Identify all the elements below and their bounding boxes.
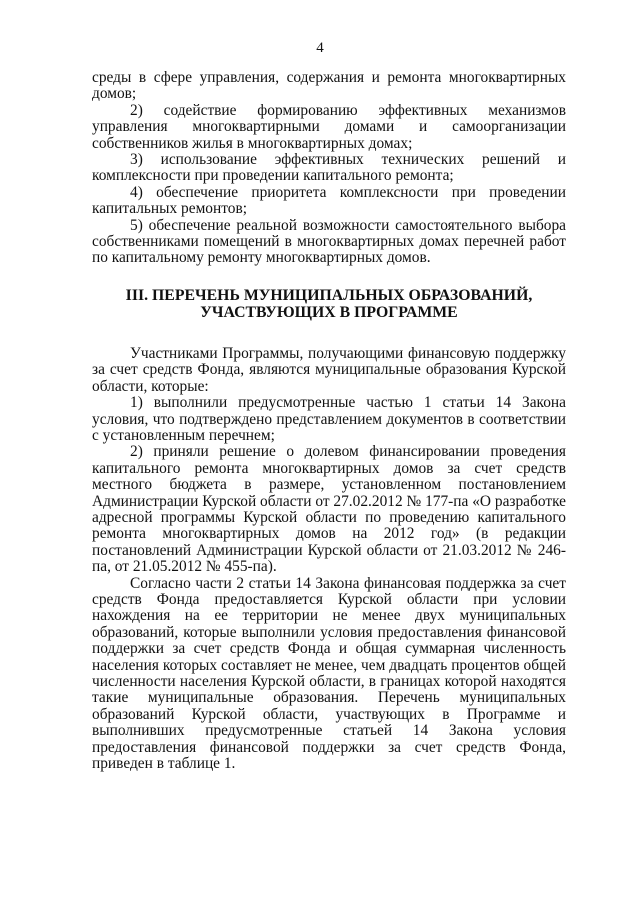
section-heading-line-1: III. ПЕРЕЧЕНЬ МУНИЦИПАЛЬНЫХ ОБРАЗОВАНИЙ,	[125, 286, 533, 304]
document-body	[92, 70, 566, 772]
paragraph-bottom-0: Участниками Программы, получающими финансовую поддержку за счет средств Фонда, являются муниципальные образования Курской области, которые:	[92, 344, 566, 395]
paragraph-bottom-1: 1) выполнили предусмотренные частью 1 статьи 14 Закона условия, что подтверждено представлением документов в соответствии с установленным перечнем;	[92, 394, 566, 444]
paragraph-top-0: среды в сфере управления, содержания и ремонта многоквартирных домов;	[92, 69, 566, 103]
paragraph-top-4: 5) обеспечение реальной возможности самостоятельного выбора собственниками помещений в многоквартирных домах перечней работ по капитальному ремонту многоквартирных домов.	[92, 216, 566, 267]
paragraph-bottom-2: 2) приняли решение о долевом финансировании проведения капитального ремонта многоквартирных домов за счет средств местного бюджета в размере, установленном постановлением Администрации Курской области от 27.02.2012 № 177-па «О разработке адресной программы Курской области по проведению капитального ремонта многоквартирных домов на 2012 год» (в редакции постановлений Администрации Курской области от 21.03.2012 № 246-па, от 21.05.2012 № 455-па).	[92, 443, 566, 576]
section-heading	[92, 287, 566, 322]
paragraph-top-2: 3) использование эффективных технических решений и комплексности при проведении капитального ремонта;	[92, 151, 566, 185]
paragraph-top-1: 2) содействие формированию эффективных механизмов управления многоквартирными домами и самоорганизации собственников жилья в многоквартирных домах;	[92, 101, 566, 152]
paragraph-top-3: 4) обеспечение приоритета комплексности при проведении капитальных ремонтов;	[92, 183, 566, 218]
section-heading-line-2: УЧАСТВУЮЩИХ В ПРОГРАММЕ	[200, 304, 458, 322]
paragraph-bottom-3: Согласно части 2 статьи 14 Закона финансовая поддержка за счет средств Фонда предоставляется Курской области при условии нахождения на ее территории не менее двух муниципальных образований, которые выполнили условия предоставления финансовой поддержки за счет средств Фонда и общая суммарная численность населения которых составляет не менее, чем двадцать процентов общей численности населения Курской области, в границах которой находятся такие муниципальные образования. Перечень муниципальных образований Курской области, участвующих в Программе и выполнивших предусмотренные статьей 14 Закона условия предоставления финансовой поддержки за счет средств Фонда, приведен в таблице 1.	[92, 574, 566, 773]
page-number: 4	[316, 40, 324, 56]
